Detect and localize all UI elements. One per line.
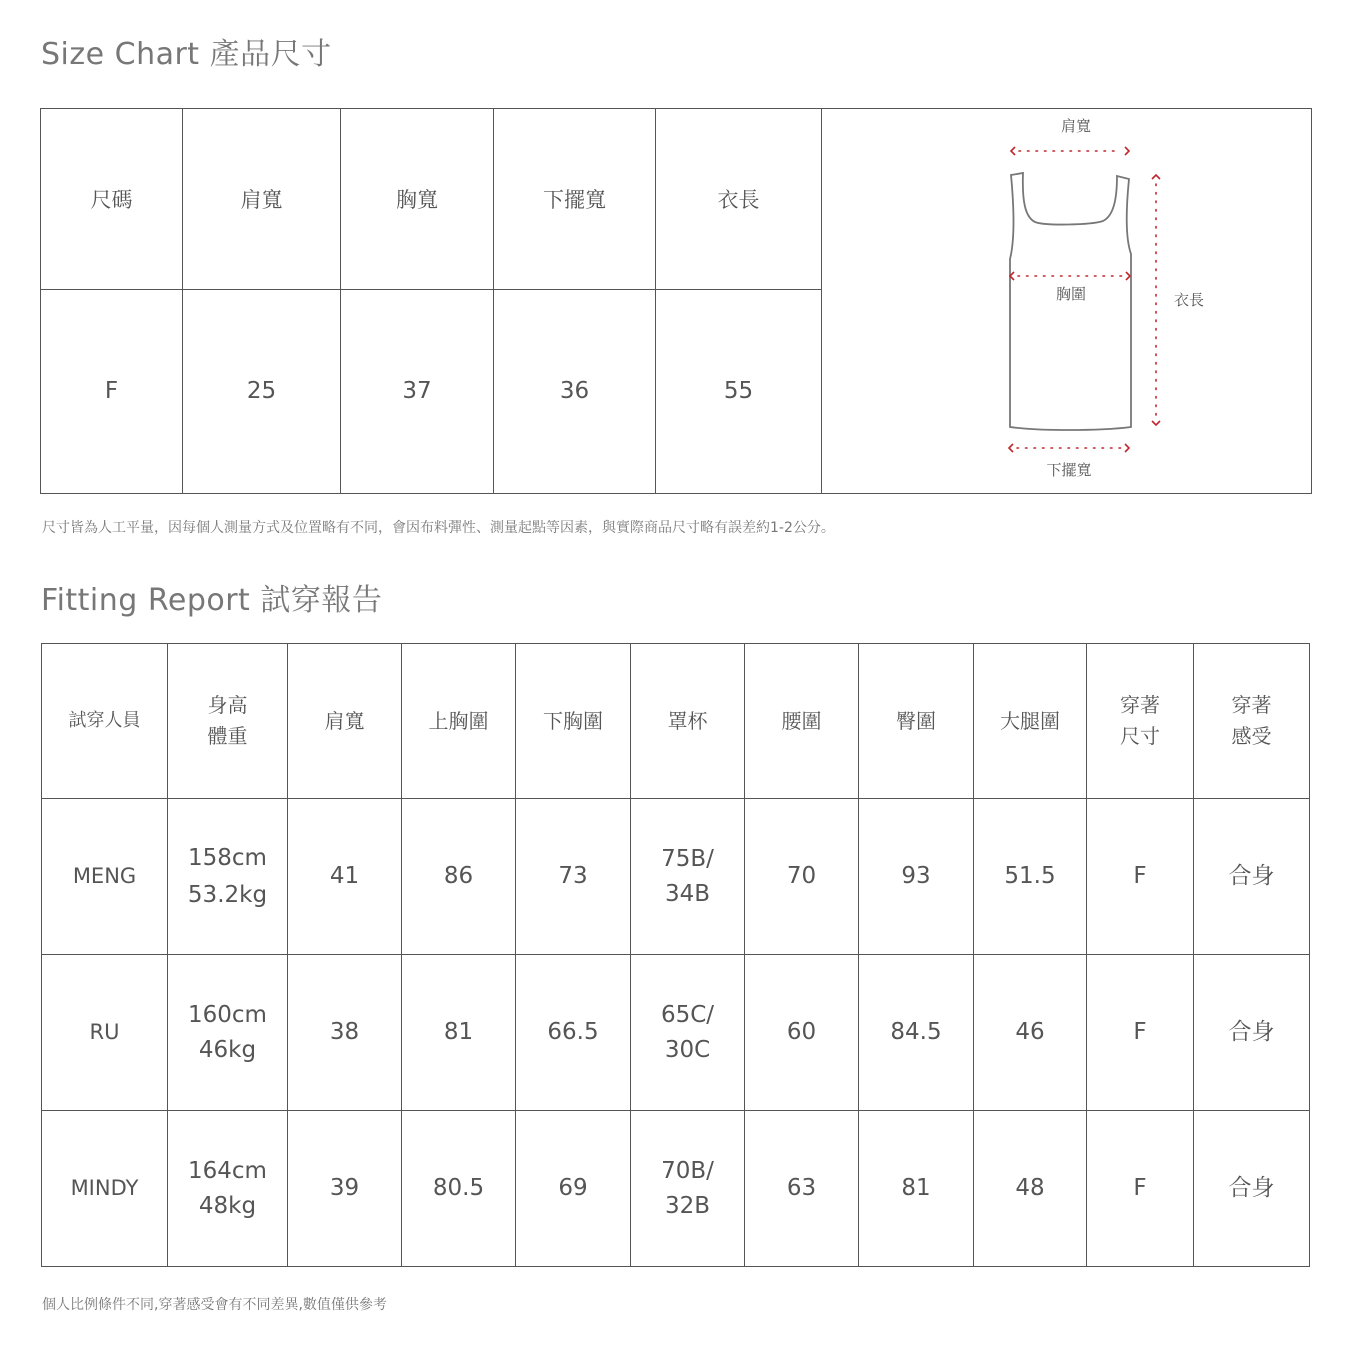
table-row — [42, 955, 1310, 1111]
header-under-bust: 下胸圍 — [516, 644, 631, 799]
garment-diagram-cell — [822, 109, 1312, 494]
hip-value: 84.5 — [859, 955, 974, 1111]
header-tester: 試穿人員 — [42, 644, 168, 799]
upper-bust-value: 86 — [402, 799, 516, 955]
header-size: 尺碼 — [41, 109, 183, 290]
header-thigh: 大腿圍 — [974, 644, 1087, 799]
waist-value: 63 — [745, 1111, 859, 1267]
tester-name: RU — [42, 955, 168, 1111]
wear-size-value: F — [1087, 955, 1194, 1111]
size-chart-title: Size Chart 產品尺寸 — [41, 37, 332, 72]
cell-shoulder: 25 — [183, 289, 341, 493]
tester-name: MINDY — [42, 1111, 168, 1267]
wear-size-value: F — [1087, 1111, 1194, 1267]
header-wear-feel: 穿著 感受 — [1194, 644, 1310, 799]
diagram-length-label: 衣長 — [1173, 291, 1204, 309]
diagram-shoulder-label: 肩寬 — [1060, 117, 1091, 135]
length-measure-arrow — [1152, 175, 1160, 425]
size-chart-table — [40, 108, 1312, 494]
under-bust-value: 69 — [516, 1111, 631, 1267]
garment-diagram — [823, 109, 1311, 487]
thigh-value: 51.5 — [974, 799, 1087, 955]
height-weight: 158cm 53.2kg — [168, 799, 288, 955]
fitting-report-note: 個人比例條件不同,穿著感受會有不同差異,數值僅供參考 — [42, 1297, 387, 1313]
header-waist: 腰圍 — [745, 644, 859, 799]
header-cup: 罩杯 — [631, 644, 745, 799]
diagram-hem-label: 下擺寬 — [1045, 461, 1092, 479]
hip-value: 81 — [859, 1111, 974, 1267]
cell-size: F — [41, 289, 183, 493]
height-weight: 160cm 46kg — [168, 955, 288, 1111]
header-shoulder: 肩寬 — [288, 644, 402, 799]
cell-length: 55 — [656, 289, 822, 493]
header-upper-bust: 上胸圍 — [402, 644, 516, 799]
shoulder-value: 38 — [288, 955, 402, 1111]
header-wear-size: 穿著 尺寸 — [1087, 644, 1194, 799]
shoulder-measure-arrow — [1011, 147, 1129, 155]
header-chest: 胸寬 — [341, 109, 494, 290]
header-shoulder: 肩寬 — [183, 109, 341, 290]
header-hip: 臀圍 — [859, 644, 974, 799]
table-row — [42, 799, 1310, 955]
cell-chest: 37 — [341, 289, 494, 493]
wear-feel-value: 合身 — [1194, 1111, 1310, 1267]
header-length: 衣長 — [656, 109, 822, 290]
thigh-value: 46 — [974, 955, 1087, 1111]
table-row — [42, 1111, 1310, 1267]
thigh-value: 48 — [974, 1111, 1087, 1267]
cup-value: 70B/ 32B — [631, 1111, 745, 1267]
fitting-report-table — [41, 643, 1310, 1267]
shoulder-value: 41 — [288, 799, 402, 955]
under-bust-value: 73 — [516, 799, 631, 955]
fitting-report-title: Fitting Report 試穿報告 — [41, 583, 383, 618]
chest-measure-arrow — [1010, 272, 1130, 280]
wear-feel-value: 合身 — [1194, 955, 1310, 1111]
waist-value: 70 — [745, 799, 859, 955]
size-chart-note: 尺寸皆為人工平量，因每個人測量方式及位置略有不同，會因布料彈性、測量起點等因素，與實際商品尺寸略有誤差約1-2公分。 — [42, 520, 835, 536]
waist-value: 60 — [745, 955, 859, 1111]
hip-value: 93 — [859, 799, 974, 955]
wear-size-value: F — [1087, 799, 1194, 955]
under-bust-value: 66.5 — [516, 955, 631, 1111]
tester-name: MENG — [42, 799, 168, 955]
hem-measure-arrow — [1009, 444, 1129, 452]
upper-bust-value: 81 — [402, 955, 516, 1111]
cell-hem: 36 — [494, 289, 656, 493]
upper-bust-value: 80.5 — [402, 1111, 516, 1267]
height-weight: 164cm 48kg — [168, 1111, 288, 1267]
diagram-chest-label: 胸圍 — [1055, 285, 1086, 303]
size-chart-header-row — [41, 109, 1312, 290]
cup-value: 75B/ 34B — [631, 799, 745, 955]
wear-feel-value: 合身 — [1194, 799, 1310, 955]
cup-value: 65C/ 30C — [631, 955, 745, 1111]
header-hem: 下擺寬 — [494, 109, 656, 290]
fitting-header-row — [42, 644, 1310, 799]
shoulder-value: 39 — [288, 1111, 402, 1267]
header-height-weight: 身高 體重 — [168, 644, 288, 799]
